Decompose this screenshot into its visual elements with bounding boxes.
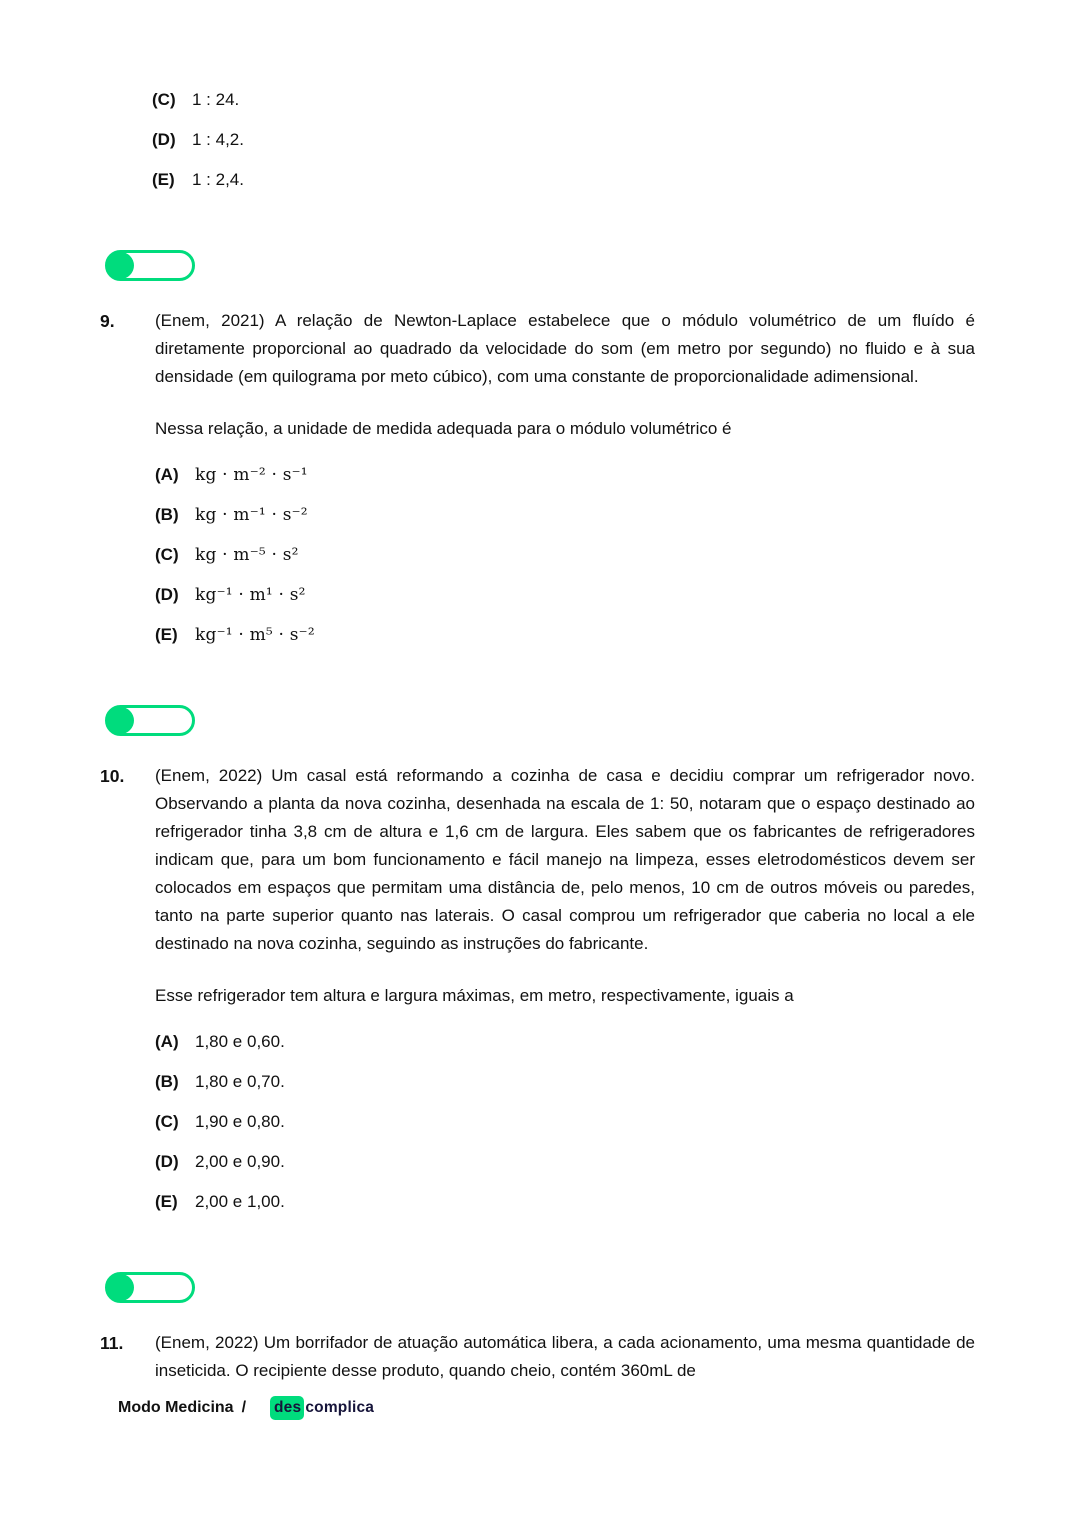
option-text: 2,00 e 0,90. — [195, 1152, 285, 1171]
option-text: 1 : 4,2. — [192, 130, 244, 149]
option-label: (E) — [152, 170, 175, 189]
question-body — [155, 1329, 975, 1385]
footer-separator: / — [241, 1399, 247, 1416]
option-row — [155, 541, 975, 569]
question-number: 9. — [100, 311, 115, 331]
option-label: (E) — [155, 1192, 178, 1211]
question-10 — [100, 762, 975, 1216]
option-label: (D) — [152, 130, 176, 149]
question-intro: (Enem, 2022) Um casal está reformando a cozinha de casa e decidiu comprar um refrigerador novo. Observando a planta da nova cozinha, desenhada na escala de 1: 50, notaram que o espaço destinado ao refrigerador tinha 3,8 cm de altura e 1,6 cm de largura. Eles sabem que os fabricantes de refrigeradores indicam que, para um bom funcionamento e fácil manejo na limpeza, esses eletrodomésticos devem ser colocados em espaços que permitam uma distância de, pelo menos, 10 cm de outros móveis ou paredes, tanto na parte superior quanto nas laterais. O casal comprou um refrigerador que caberia no local a ele destinado na nova cozinha, seguindo as instruções do fabricante. — [155, 766, 975, 953]
option-row — [155, 1028, 975, 1056]
option-text: 2,00 e 1,00. — [195, 1192, 285, 1211]
option-row — [155, 1148, 975, 1176]
option-text: kg · m⁻¹ · s⁻² — [195, 505, 308, 525]
question-number: 10. — [100, 766, 125, 786]
option-row — [155, 461, 975, 489]
option-text: 1 : 2,4. — [192, 170, 244, 189]
question-prompt: Esse refrigerador tem altura e largura máximas, em metro, respectivamente, iguais a — [155, 986, 794, 1005]
option-row — [152, 166, 975, 194]
option-label: (A) — [155, 465, 179, 484]
question-11 — [100, 1329, 975, 1385]
option-text: 1 : 24. — [192, 90, 240, 109]
option-label: (B) — [155, 1072, 179, 1091]
option-label: (B) — [155, 505, 179, 524]
previous-question-options — [100, 86, 975, 194]
option-row — [152, 126, 975, 154]
question-intro: (Enem, 2022) Um borrifador de atuação automática libera, a cada acionamento, uma mesma quantidade de inseticida. O recipiente desse produto, quando cheio, contém 360mL de — [155, 1333, 975, 1380]
logo-rest-text: complica — [305, 1399, 375, 1416]
option-row — [152, 86, 975, 114]
question-9 — [100, 307, 975, 649]
option-label: (D) — [155, 1152, 179, 1171]
question-number: 11. — [100, 1333, 124, 1353]
answer-toggle[interactable] — [105, 705, 195, 736]
option-text: 1,90 e 0,80. — [195, 1112, 285, 1131]
options-list — [155, 461, 975, 649]
answer-toggle[interactable] — [105, 1272, 195, 1303]
question-body — [155, 762, 975, 1216]
options-list — [155, 1028, 975, 1216]
option-row — [155, 501, 975, 529]
page-footer — [118, 1396, 374, 1420]
option-text: kg⁻¹ · m¹ · s² — [195, 585, 306, 605]
option-label: (C) — [155, 1112, 179, 1131]
option-label: (C) — [152, 90, 176, 109]
toggle-knob-icon — [107, 707, 134, 734]
question-prompt: Nessa relação, a unidade de medida adequada para o módulo volumétrico é — [155, 419, 732, 438]
option-label: (C) — [155, 545, 179, 564]
option-text: kg⁻¹ · m⁵ · s⁻² — [195, 625, 315, 645]
option-label: (A) — [155, 1032, 179, 1051]
option-row — [155, 581, 975, 609]
question-body — [155, 307, 975, 649]
option-row — [155, 1108, 975, 1136]
toggle-knob-icon — [107, 1274, 134, 1301]
option-row — [155, 621, 975, 649]
descomplica-logo — [270, 1396, 374, 1420]
logo-highlight-block: des — [270, 1396, 304, 1420]
footer-brand: Modo Medicina — [118, 1399, 234, 1416]
option-label: (E) — [155, 625, 178, 644]
option-row — [155, 1188, 975, 1216]
toggle-knob-icon — [107, 252, 134, 279]
option-text: kg · m⁻⁵ · s² — [195, 545, 299, 565]
option-text: kg · m⁻² · s⁻¹ — [195, 465, 308, 485]
option-text: 1,80 e 0,60. — [195, 1032, 285, 1051]
question-intro: (Enem, 2021) A relação de Newton-Laplace estabelece que o módulo volumétrico de um fluído é diretamente proporcional ao quadrado da velocidade do som (em metro por segundo) no fluido e à sua densidade (em quilograma por meto cúbico), com uma constante de proporcionalidade adimensional. — [155, 311, 975, 386]
option-text: 1,80 e 0,70. — [195, 1072, 285, 1091]
answer-toggle[interactable] — [105, 250, 195, 281]
option-label: (D) — [155, 585, 179, 604]
option-row — [155, 1068, 975, 1096]
